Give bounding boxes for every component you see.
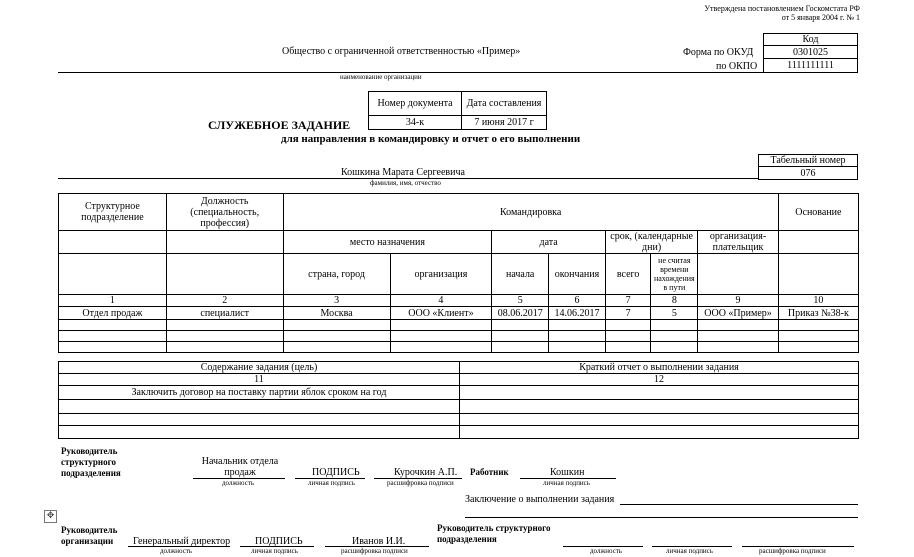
- h-position: Должность (специальность, профессия): [166, 194, 283, 231]
- cell-end: 14.06.2017: [549, 307, 606, 320]
- worker-name: Кошкин: [550, 467, 585, 478]
- h-country: страна, город: [283, 254, 390, 295]
- h-term: срок, (календарные дни): [605, 231, 697, 254]
- cell-country: Москва: [283, 307, 390, 320]
- h-destination: место назначения: [283, 231, 492, 254]
- okpo-label: по ОКПО: [716, 61, 758, 72]
- cap-sign-2: личная подпись: [251, 547, 298, 555]
- num-2: 2: [166, 295, 283, 307]
- doc-subtitle: для направления в командировку и отчет о его выполнении: [281, 133, 581, 145]
- okud-value: 0301025: [763, 45, 858, 59]
- okud-label: Форма по ОКУД: [683, 47, 754, 58]
- h-empty-4: [59, 254, 167, 295]
- h-empty-2: [166, 231, 283, 254]
- org-sign: ПОДПИСЬ: [255, 536, 303, 547]
- num-9: 9: [698, 295, 778, 307]
- tab-number-header: Табельный номер: [758, 154, 858, 167]
- okpo-value: 1111111111: [763, 58, 858, 73]
- h-task-content: Содержание задания (цель): [59, 362, 460, 374]
- org-name: Общество с ограниченной ответственностью «Пример»: [282, 46, 521, 57]
- num-10: 10: [778, 295, 858, 307]
- cap-decode-3: расшифровка подписи: [759, 547, 826, 555]
- cell-start: 08.06.2017: [492, 307, 549, 320]
- doc-number: 34-к: [369, 116, 462, 130]
- h-excl: не считая времени нахождения в пути: [651, 254, 698, 295]
- num-4: 4: [390, 295, 492, 307]
- cell-excl: 5: [651, 307, 698, 320]
- task-report: [460, 386, 859, 400]
- num-5: 5: [492, 295, 549, 307]
- num-8: 8: [651, 295, 698, 307]
- h-empty-7: [778, 254, 858, 295]
- num-1: 1: [59, 295, 167, 307]
- worker-label: Работник: [470, 467, 509, 477]
- approval-note: [704, 4, 860, 22]
- doc-date: 7 июня 2017 г: [462, 116, 547, 130]
- approval-line1: Утверждена постановлением Госкомстата РФ: [704, 4, 860, 13]
- employee-caption: фамилия, имя, отчество: [370, 179, 441, 187]
- cell-total: 7: [605, 307, 650, 320]
- cell-basis: Приказ №38-к: [778, 307, 858, 320]
- h-empty-5: [166, 254, 283, 295]
- head-org-label: Руководитель организации: [61, 525, 118, 546]
- doc-date-header: Дата составления: [462, 92, 547, 116]
- cap-sign-worker: личная подпись: [543, 479, 590, 487]
- num-11: 11: [59, 374, 460, 386]
- doc-title: СЛУЖЕБНОЕ ЗАДАНИЕ: [208, 118, 351, 132]
- num-3: 3: [283, 295, 390, 307]
- employee-name: Кошкина Марата Сергеевича: [341, 167, 465, 178]
- h-empty-1: [59, 231, 167, 254]
- org-position: Генеральный директор: [133, 536, 231, 547]
- approval-line2: от 5 января 2004 г. № 1: [781, 13, 860, 22]
- table-row: [59, 307, 859, 320]
- cell-struct: Отдел продаж: [59, 307, 167, 320]
- h-struct: Структурное подразделение: [59, 194, 167, 231]
- cap-position-3: должность: [590, 547, 623, 555]
- number-row: [59, 295, 859, 307]
- h-total: всего: [605, 254, 650, 295]
- num-7: 7: [605, 295, 650, 307]
- head-name: Курочкин А.П.: [394, 467, 458, 478]
- head-struct-label: Руководитель структурного подразделения: [61, 446, 121, 478]
- h-empty-6: [698, 254, 778, 295]
- table-row-empty: [59, 331, 859, 342]
- h-end: окончания: [549, 254, 606, 295]
- task-table: [58, 361, 859, 439]
- head-position: Начальник отдела продаж: [201, 456, 279, 478]
- h-basis: Основание: [778, 194, 858, 231]
- code-header: Код: [763, 33, 858, 46]
- h-task-report: Краткий отчет о выполнении задания: [460, 362, 859, 374]
- h-payer: организация-плательщик: [698, 231, 778, 254]
- cap-sign-3: личная подпись: [666, 547, 713, 555]
- h-trip: Командировка: [283, 194, 778, 231]
- org-caption: наименование организации: [340, 73, 422, 81]
- table-row-empty: [59, 342, 859, 353]
- line-conclusion-2: [465, 517, 858, 518]
- conclusion-label: Заключение о выполнении задания: [465, 494, 615, 505]
- num-6: 6: [549, 295, 606, 307]
- cap-position-1: должность: [222, 479, 255, 487]
- org-name-sign: Иванов И.И.: [352, 536, 406, 547]
- cell-payer: ООО «Пример»: [698, 307, 778, 320]
- head-struct2-label: Руководитель структурного подразделения: [437, 523, 551, 544]
- table-row-empty: [59, 320, 859, 331]
- cap-position-2: должность: [160, 547, 193, 555]
- cap-sign-1: личная подпись: [308, 479, 355, 487]
- cell-org: ООО «Клиент»: [390, 307, 492, 320]
- trip-table: [58, 193, 859, 353]
- h-start: начала: [492, 254, 549, 295]
- line-conclusion: [620, 504, 858, 505]
- head-sign: ПОДПИСЬ: [312, 467, 360, 478]
- cell-position: специалист: [166, 307, 283, 320]
- task-content: Заключить договор на поставку партии яблок сроком на год: [59, 386, 460, 400]
- h-org: организация: [390, 254, 492, 295]
- table-move-handle-icon[interactable]: ✥: [44, 510, 57, 523]
- num-12: 12: [460, 374, 859, 386]
- tab-number: 076: [758, 166, 858, 180]
- cap-decode-2: расшифровка подписи: [341, 547, 408, 555]
- doc-number-header: Номер документа: [369, 92, 462, 116]
- h-date: дата: [492, 231, 606, 254]
- doc-number-table: [368, 91, 547, 130]
- h-empty-3: [778, 231, 858, 254]
- cap-decode-1: расшифровка подписи: [387, 479, 454, 487]
